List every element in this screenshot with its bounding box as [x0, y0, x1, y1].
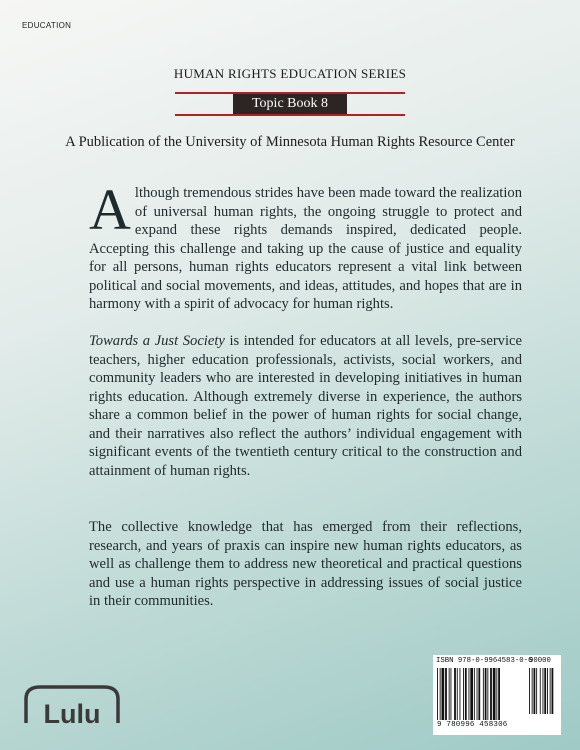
price-bar: [544, 668, 546, 714]
isbn-barcode: [433, 655, 561, 735]
price-bar: [540, 668, 541, 714]
paragraph-intro: [89, 177, 522, 314]
barcode-number: 9 780996 458306: [437, 721, 508, 729]
barcode-bar: [451, 668, 452, 720]
publication-line: A Publication of the University of Minnesota Human Rights Resource Center: [65, 134, 515, 150]
barcode-bar: [496, 668, 497, 720]
price-code-text: 90000: [529, 657, 551, 665]
barcode-bar: [437, 668, 438, 720]
lulu-logo-text: Lulu: [43, 699, 101, 729]
barcode-bar: [490, 668, 492, 720]
lulu-logo-icon: [20, 683, 125, 729]
price-bar: [550, 668, 551, 714]
price-bar: [543, 668, 544, 714]
price-bar: [532, 668, 533, 714]
barcode-bar: [445, 668, 447, 720]
price-bar: [536, 668, 537, 714]
category-label: EDUCATION: [22, 21, 72, 30]
barcode-bar: [487, 668, 488, 720]
barcode-bar: [498, 668, 500, 720]
barcode-bar: [460, 668, 461, 720]
barcode-bar: [454, 668, 456, 720]
red-rule-bottom: [175, 114, 405, 116]
barcode-bar: [457, 668, 458, 720]
barcode-bar: [483, 668, 484, 720]
paragraph-audience-text: is intended for educators at all levels, pre-service teachers, higher education professionals, activists, social workers, and community leaders who are interested in developing initiatives in human rights education. Although extremely diverse in experience, the authors share a common belief in the power of human rights for social change, and their narratives also reflect the authors’ individual engagement with significant events of the twentieth century critical to the construction and attainment of human rights.: [89, 333, 522, 479]
topic-book-label: Topic Book 8: [233, 94, 347, 114]
barcode-bar: [477, 668, 478, 720]
series-title: HUMAN RIGHTS EDUCATION SERIES: [173, 66, 407, 81]
barcode-bar: [449, 668, 450, 720]
isbn-text: ISBN 978-0-9964583-0-6: [436, 657, 533, 665]
price-bar: [529, 668, 530, 714]
price-bar: [547, 668, 548, 714]
paragraph-audience: [89, 332, 522, 480]
paragraph-closing: [89, 518, 522, 611]
barcode-bar: [463, 668, 464, 720]
barcode-bar: [465, 668, 467, 720]
drop-cap: A: [89, 177, 131, 242]
book-title: Towards a Just Society: [89, 333, 225, 349]
price-bar: [552, 668, 554, 714]
barcode-bar: [469, 668, 470, 720]
barcode-bars: [437, 668, 557, 720]
barcode-bar: [440, 668, 441, 720]
barcode-bar: [442, 668, 445, 720]
barcode-bar: [470, 668, 473, 720]
barcode-bar: [493, 668, 496, 720]
barcode-bar: [485, 668, 487, 720]
paragraph-intro-text: lthough tremendous strides have been made toward the realization of universal human rights, the ongoing struggle to protect and expand these rights demands inspired, dedicated people. Accepting this challenge and taking up the cause of justice and equality for all persons, human rights educators represent a vital link between political and social movements, and ideas, attitudes, and hopes that are in harmony with a spirit of advocacy for human rights.: [89, 185, 522, 312]
paragraph-closing-text: The collective knowledge that has emerged from their reflections, research, and years of praxis can inspire new human rights educators, as well as challenge them to address new theoretical and practical questions and use a human rights perspective in addressing issues of social justice in their communities.: [89, 519, 522, 609]
barcode-bar: [478, 668, 480, 720]
topic-banner: [175, 90, 405, 118]
barcode-bar: [474, 668, 475, 720]
price-bar: [534, 668, 536, 714]
